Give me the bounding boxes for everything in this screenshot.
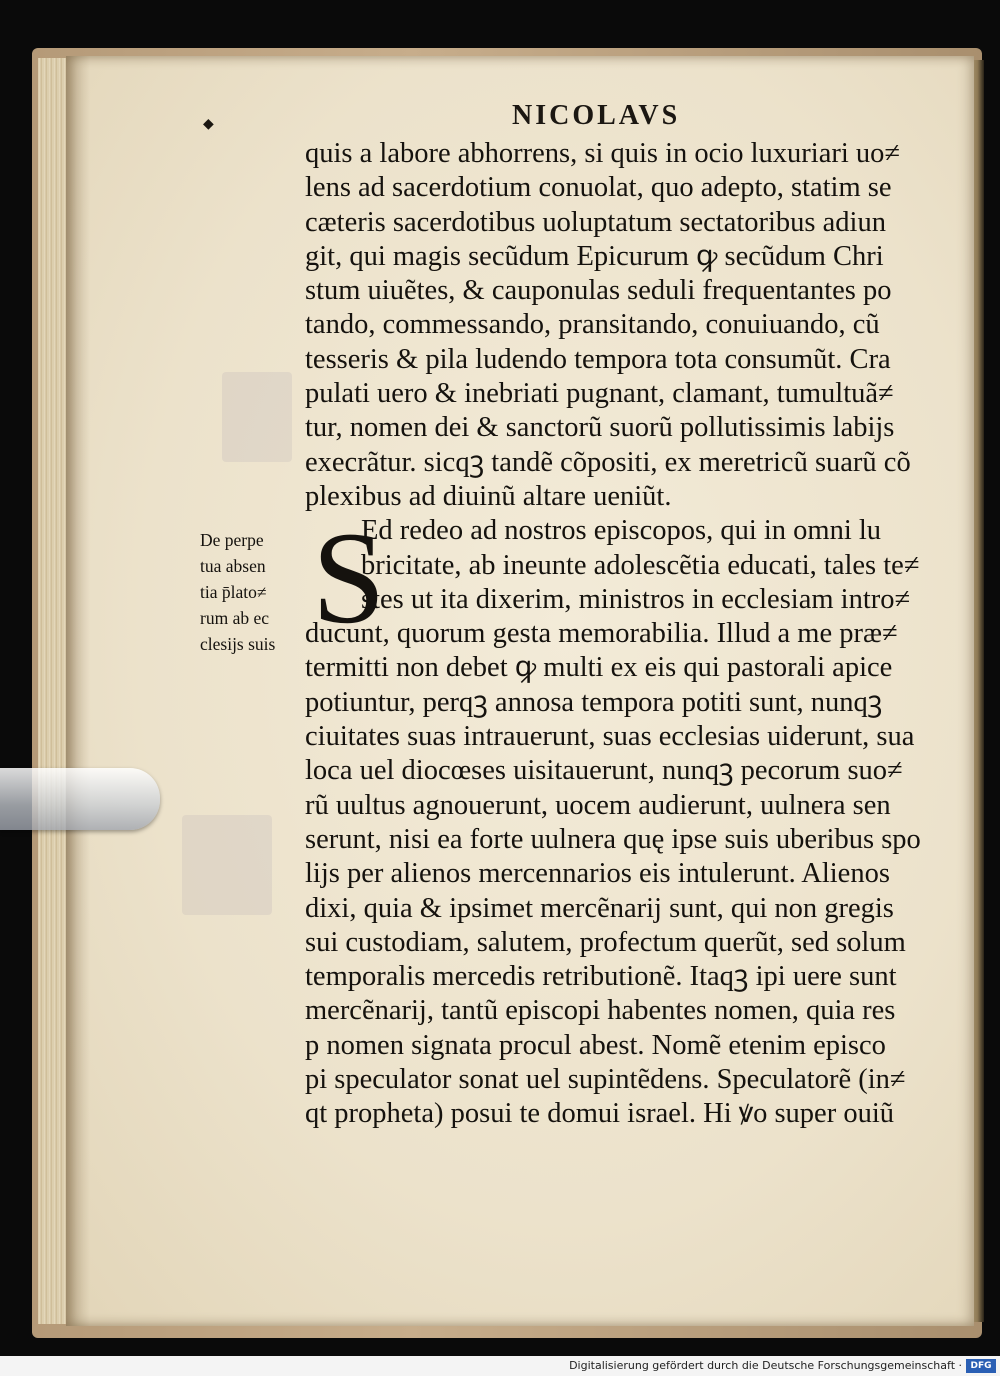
- marginal-note-line: De perpe: [200, 530, 264, 550]
- body-text: [305, 137, 930, 1132]
- marginal-note-line: tua absen: [200, 556, 266, 576]
- show-through-mark: [222, 372, 292, 462]
- text-line: termitti non debet ꝙ multi ex eis qui pastorali apice: [305, 652, 893, 684]
- text-line: git, qui magis secũdum Epicurum ꝙ secũdum Chri: [305, 240, 884, 272]
- text-line: pulati uero & inebriati pugnant, clamant, tumultuã≠: [305, 378, 894, 410]
- funding-credit: Digitalisierung gefördert durch die Deutsche Forschungsgemeinschaft ·: [569, 1359, 962, 1372]
- marginal-note-line: tia p̄lato≠: [200, 582, 267, 602]
- text-line: plexibus ad diuinũ altare ueniũt.: [305, 480, 672, 512]
- text-line: stum uiuẽtes, & cauponulas seduli frequentantes po: [305, 275, 892, 307]
- text-line: loca uel diocœses uisitauerunt, nunqꝫ pecorum suo≠: [305, 755, 903, 787]
- text-line: p nomen signata procul abest. Nomẽ etenim episco: [305, 1029, 886, 1061]
- text-line: tur, nomen dei & sanctorũ suorũ pollutissimis labijs: [305, 412, 895, 444]
- marginal-note: [200, 527, 300, 657]
- dfg-logo: DFG: [966, 1359, 996, 1373]
- text-line: mercẽnarij, tantũ episcopi habentes nomen, quia res: [305, 995, 896, 1027]
- text-line: serunt, nisi ea forte uulnera quę ipse suis uberibus spo: [305, 823, 921, 855]
- text-line: tesseris & pila ludendo tempora tota consumũt. Cra: [305, 343, 891, 375]
- marginal-note-line: rum ab ec: [200, 608, 269, 628]
- ink-dot: ◆: [203, 116, 214, 132]
- text-line: stes ut ita dixerim, ministros in ecclesiam intro≠: [361, 583, 911, 615]
- text-line: tando, commessando, pransitando, conuiuando, cũ: [305, 309, 880, 341]
- text-line: ciuitates suas intrauerunt, suas ecclesias uiderunt, sua: [305, 721, 915, 753]
- text-line: quis a labore abhorrens, si quis in ocio luxuriari uo≠: [305, 138, 901, 169]
- text-line: cæteris sacerdotibus uoluptatum sectatoribus adiun: [305, 206, 886, 238]
- text-line: qt propheta) posui te domui israel. Hi ꝟo super ouiũ: [305, 1098, 894, 1130]
- marginal-note-line: clesijs suis: [200, 634, 276, 654]
- digitization-footer: [0, 1356, 1000, 1376]
- text-line: dixi, quia & ipsimet mercẽnarij sunt, qui non gregis: [305, 892, 894, 924]
- text-line: rũ uultus agnouerunt, uocem audierunt, uulnera sen: [305, 789, 891, 821]
- page-holder-clip: [0, 768, 160, 830]
- text-line: execrãtur. sicqꝫ tandẽ cõpositi, ex meretricũ suarũ cõ: [305, 446, 911, 478]
- text-line: temporalis mercedis retributionẽ. Itaqꝫ ipi uere sunt: [305, 961, 897, 993]
- running-head: NICOLAVS: [512, 100, 681, 131]
- text-line: lens ad sacerdotium conuolat, quo adepto, statim se: [305, 172, 892, 204]
- show-through-mark: [182, 815, 272, 915]
- text-line: sui custodiam, salutem, profectum querũt, sed solum: [305, 926, 906, 958]
- gutter-shadow: [66, 56, 90, 1326]
- text-line: potiuntur, perqꝫ annosa tempora potiti sunt, nunqꝫ: [305, 686, 883, 718]
- text-line: ducunt, quorum gesta memorabilia. Illud a me præ≠: [305, 618, 898, 650]
- text-line: lijs per alienos mercennarios eis intulerunt. Alienos: [305, 858, 890, 890]
- text-line: pi speculator sonat uel supintẽdens. Speculatorẽ (in≠: [305, 1064, 906, 1096]
- text-line: Ed redeo ad nostros episcopos, qui in omni lu: [361, 515, 882, 547]
- text-line: bricitate, ab ineunte adolescẽtia educati, tales te≠: [361, 549, 920, 581]
- drop-cap-initial: S: [312, 504, 386, 651]
